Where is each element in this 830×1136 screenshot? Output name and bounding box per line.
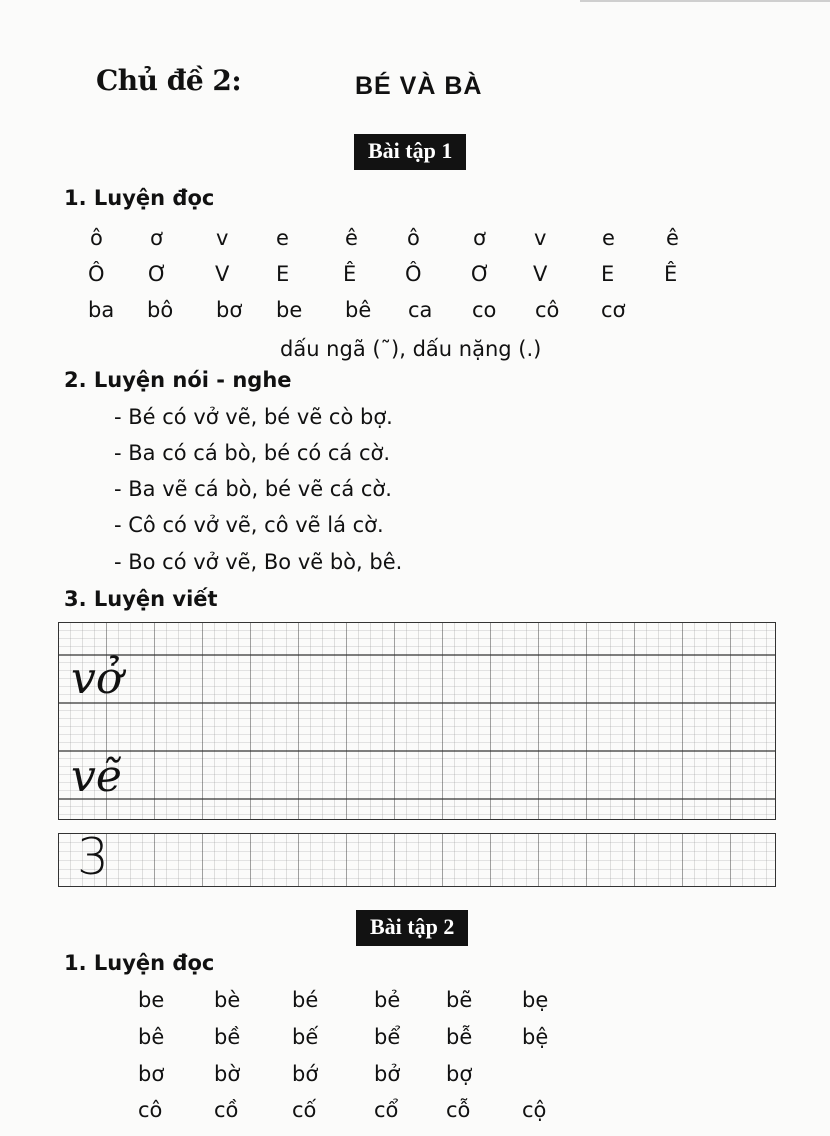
- letter: V: [533, 262, 548, 286]
- sentence-1: - Bé có vở vẽ, bé vẽ cò bợ.: [114, 405, 393, 429]
- ex2-reading-heading: 1. Luyện đọc: [64, 951, 215, 975]
- letter: ê: [666, 226, 679, 250]
- syllable: bơ: [138, 1062, 165, 1086]
- uppercase-letters-row: [0, 262, 830, 292]
- letter: Ơ: [148, 262, 168, 286]
- sentence-3: - Ba vẽ cá bò, bé vẽ cá cờ.: [114, 477, 392, 501]
- syllable: cỗ: [446, 1098, 471, 1122]
- syllable: bẽ: [446, 988, 473, 1012]
- letter: Ơ: [471, 262, 491, 286]
- syllable: bơ: [216, 298, 243, 322]
- letter: ơ: [150, 226, 163, 250]
- handwriting-sample-vo: vở: [71, 653, 123, 704]
- letter: v: [216, 226, 229, 250]
- syllable: bờ: [214, 1062, 241, 1086]
- ex2-row-3: [0, 1062, 830, 1092]
- syllable: bế: [292, 1025, 319, 1049]
- syllable: ca: [408, 298, 433, 322]
- syllables-row: [0, 298, 830, 328]
- scan-edge-line: [580, 0, 830, 2]
- letter: Ê: [343, 262, 357, 286]
- ex1-reading-heading: 1. Luyện đọc: [64, 186, 215, 210]
- letter: Ê: [664, 262, 678, 286]
- letter: V: [215, 262, 230, 286]
- exercise-1-banner: Bài tập 1: [354, 134, 466, 170]
- sentence-5: - Bo có vở vẽ, Bo vẽ bò, bê.: [114, 550, 403, 574]
- syllable: cổ: [374, 1098, 399, 1122]
- syllable: bê: [138, 1025, 165, 1049]
- letter: ô: [407, 226, 420, 250]
- syllable: cồ: [214, 1098, 239, 1122]
- syllable: be: [138, 988, 165, 1012]
- syllable: bê: [345, 298, 372, 322]
- digit-writing-grid: [58, 833, 776, 887]
- topic-label: Chủ đề 2:: [96, 64, 242, 97]
- syllable: ba: [88, 298, 115, 322]
- letter: ô: [90, 226, 103, 250]
- syllable: cộ: [522, 1098, 547, 1122]
- syllable: be: [276, 298, 303, 322]
- ex1-speaking-heading: 2. Luyện nói - nghe: [64, 368, 292, 392]
- ex2-row-1: [0, 988, 830, 1018]
- syllable: bể: [374, 1025, 401, 1049]
- syllable: bẹ: [522, 988, 549, 1012]
- syllable: co: [472, 298, 497, 322]
- lowercase-letters-row: [0, 226, 830, 256]
- letter: Ô: [405, 262, 422, 286]
- digit-grid-lines: [59, 834, 776, 887]
- letter: E: [276, 262, 290, 286]
- syllable: bớ: [292, 1062, 319, 1086]
- sentence-4: - Cô có vở vẽ, cô vẽ lá cờ.: [114, 513, 384, 537]
- syllable: bé: [292, 988, 319, 1012]
- letter: ơ: [473, 226, 486, 250]
- letter: e: [276, 226, 289, 250]
- syllable: bề: [214, 1025, 241, 1049]
- ex2-row-2: [0, 1025, 830, 1055]
- letter: e: [602, 226, 615, 250]
- ex2-row-4: [0, 1098, 830, 1128]
- sentence-2: - Ba có cá bò, bé có cá cờ.: [114, 441, 391, 465]
- digit-sample: 3: [77, 833, 109, 886]
- syllable: bợ: [446, 1062, 473, 1086]
- letter: Ô: [88, 262, 105, 286]
- syllable: cô: [138, 1098, 163, 1122]
- handwriting-grid: [58, 622, 776, 820]
- syllable: cố: [292, 1098, 317, 1122]
- syllable: bô: [147, 298, 174, 322]
- grid-lines: [59, 623, 776, 820]
- syllable: bở: [374, 1062, 401, 1086]
- syllable: bễ: [446, 1025, 473, 1049]
- syllable: bệ: [522, 1025, 549, 1049]
- letter: ê: [345, 226, 358, 250]
- page-title: BÉ VÀ BÀ: [355, 72, 483, 100]
- letter: E: [601, 262, 615, 286]
- syllable: bè: [214, 988, 241, 1012]
- tone-marks-line: dấu ngã (˜), dấu nặng (.): [280, 337, 542, 361]
- handwriting-sample-ve: vẽ: [71, 751, 122, 802]
- exercise-2-banner: Bài tập 2: [356, 910, 468, 946]
- syllable: cô: [535, 298, 560, 322]
- letter: v: [534, 226, 547, 250]
- syllable: bẻ: [374, 988, 401, 1012]
- ex1-writing-heading: 3. Luyện viết: [64, 587, 218, 611]
- syllable: cơ: [601, 298, 626, 322]
